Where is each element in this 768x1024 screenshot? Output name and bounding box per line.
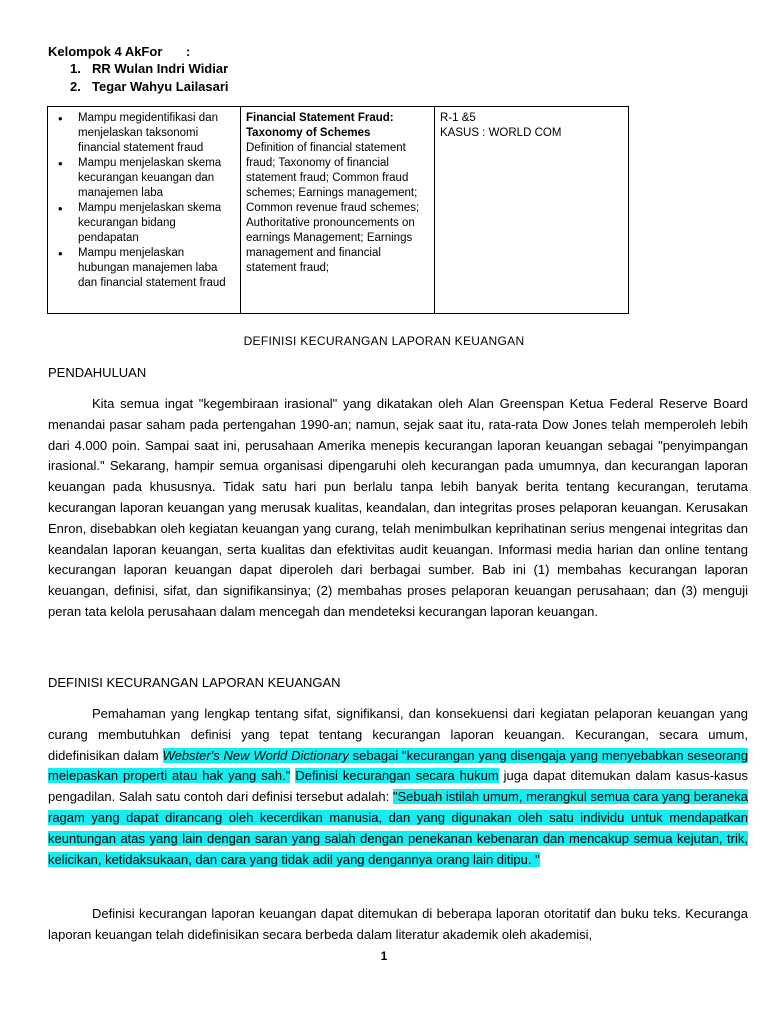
group-heading xyxy=(48,44,191,59)
objectives-cell xyxy=(48,107,241,314)
section-heading-definition: DEFINISI KECURANGAN LAPORAN KEUANGAN xyxy=(48,675,341,690)
page-number: 1 xyxy=(380,949,388,963)
paragraph-text: Pemahaman yang lengkap tentang sifat, signifikansi, dan konsekuensi dari kegiatan pelaporan keuangan yang curang membutuhkan definisi yang tepat tentang kecurangan laporan keuangan. Kecurangan, secara umum, didefinisikan dalam xyxy=(48,706,748,763)
section-heading-introduction: PENDAHULUAN xyxy=(48,365,147,380)
case-line: KASUS : WORLD COM xyxy=(440,127,562,139)
group-colon: : xyxy=(186,44,191,59)
reference-line: R-1 &5 xyxy=(440,112,476,124)
objective-item: • Mampu menjelaskan skema kecurangan keuangan dan manajemen laba xyxy=(53,156,235,201)
highlighted-dictionary-title: Webster's New World Dictionary xyxy=(162,747,349,763)
member-name: Tegar Wahyu Lailasari xyxy=(92,78,229,94)
member-list xyxy=(70,60,229,95)
topic-body: Definition of financial statement fraud; Taxonomy of financial statement fraud; Common fraud schemes; Earnings management; Common revenue fraud schemes; Authoritative pronouncements on earnings Management; Earnings management and financial statement fraud; xyxy=(246,142,420,274)
topic-cell xyxy=(241,107,435,314)
member-number: 2. xyxy=(70,78,81,94)
member-item xyxy=(70,78,229,96)
objectives-list xyxy=(53,111,235,291)
introduction-paragraph: Kita semua ingat "kegembiraan irasional" yang dikatakan oleh Alan Greenspan Ketua Federal Reserve Board menandai pasar saham pada pertengahan 1990-an; namun, sejak saat itu, rata-rata Dow Jones telah memperoleh lebih dari 4.000 poin. Sampai saat ini, perusahaan Amerika menepis kecurangan laporan keuangan sebagai "penyimpangan irasional." Sekarang, hampir semua organisasi dipengaruhi oleh kecurangan pada umumnya, dan kecurangan laporan keuangan pada khususnya. Tidak satu hari pun berlalu tanpa lebih banyak berita tentang kecurangan, terutama kecurangan laporan keuangan yang merusak kualitas, keandalan, dan integritas proses pelaporan keuangan. Kerusakan Enron, disebabkan oleh kegiatan keuangan yang curang, telah menimbulkan keprihatinan serius mengenai integritas dan keandalan laporan keuangan, serta kualitas dan efektivitas audit keuangan. Informasi media harian dan online tentang kecurangan laporan keuangan dapat diperoleh dari berbagai sumber. Bab ini (1) membahas kecurangan laporan keuangan, definisi, sifat, dan signifikansinya; (2) membahas proses pelaporan keuangan perusahaan; dan (3) menguji peran tata kelola perusahaan dalam mencegah dan mendeteksi kecurangan laporan keuangan. xyxy=(48,396,748,619)
reference-cell xyxy=(435,107,629,314)
objective-item: • Mampu menjelaskan hubungan manajemen laba dan financial statement fraud xyxy=(53,246,235,291)
syllabus-row xyxy=(48,107,629,314)
highlighted-dictionary-definition: sebagai "kecurangan yang disengaja yang menyebabkan seseorang melepaskan properti atau hak yang sah." xyxy=(48,747,748,784)
highlighted-legal-definition-quote: "Sebuah istilah umum, merangkul semua cara yang beraneka ragam yang dapat dirancang oleh kecerdikan manusia, dan yang digunakan oleh satu individu untuk mendapatkan keuntungan atas yang lain dengan saran yang salah dengan penekanan kebenaran dan mencakup semua kejutan, trik, kelicikan, ketidaksukaan, dan cara yang tidak adil yang dengannya orang lain ditipu. " xyxy=(48,789,748,867)
paragraph-text: juga dapat ditemukan dalam kasus-kasus pengadilan. Salah satu contoh dari definisi tersebut adalah: xyxy=(48,768,748,805)
definition-paragraph xyxy=(48,704,748,870)
highlighted-legal-definition-label: Definisi kecurangan secara hukum xyxy=(295,768,499,784)
member-name: RR Wulan Indri Widiar xyxy=(92,61,229,76)
document-title: DEFINISI KECURANGAN LAPORAN KEUANGAN xyxy=(243,334,525,348)
objective-item: • Mampu megidentifikasi dan menjelaskan taksonomi financial statement fraud xyxy=(53,111,235,156)
authoritative-definition-paragraph: Definisi kecurangan laporan keuangan dapat ditemukan di beberapa laporan otoritatif dan buku teks. Kecuranga laporan keuangan telah didefinisikan secara berbeda dalam literatur akademik oleh akademisi, xyxy=(48,906,748,942)
group-name: Kelompok 4 AkFor xyxy=(48,44,163,59)
objective-item: • Mampu menjelaskan skema kecurangan bidang pendapatan xyxy=(53,201,235,246)
member-number: 1. xyxy=(70,61,81,76)
syllabus-table xyxy=(47,106,629,314)
topic-title: Financial Statement Fraud: Taxonomy of Schemes xyxy=(246,112,394,139)
member-item xyxy=(70,60,229,78)
